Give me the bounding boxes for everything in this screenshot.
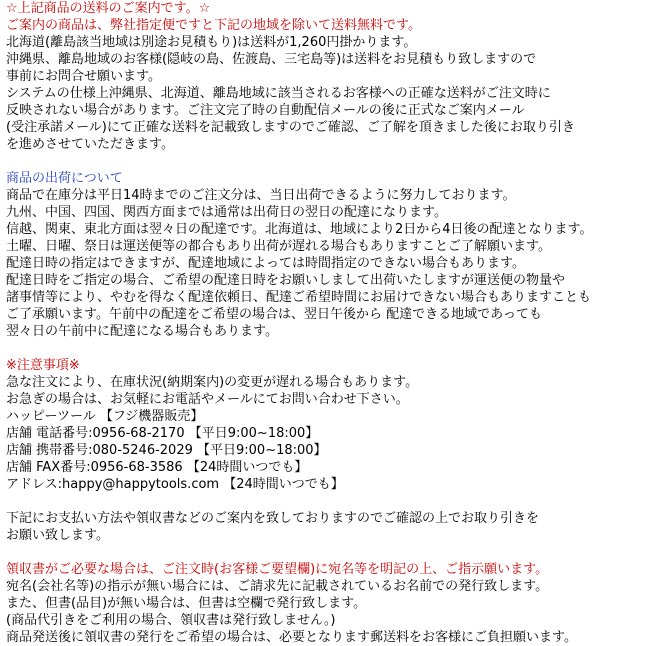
page-title: ☆上記商品の送料のご案内です。☆ bbox=[6, 1, 211, 16]
payment-line: お願い致します。 bbox=[6, 528, 109, 543]
receipt-heading: 領収書がご必要な場合は、ご注文時(お客様ご要望欄)に宛名等を明記の上、ご指示願います。 bbox=[6, 562, 549, 577]
shipping-line: 反映されない場合があります。ご注文完了時の自動配信メールの後に正式なご案内メール bbox=[6, 103, 525, 118]
notes-heading: ※注意事項※ bbox=[6, 358, 80, 373]
delivery-line: 商品で在庫分は平日14時までのご注文分は、当日出荷できるように努力しております。 bbox=[6, 188, 516, 203]
shop-phone: 店舗 電話番号:0956-68-2170 【平日9:00~18:00】 bbox=[6, 426, 319, 441]
delivery-line: 諸事情等により、やむを得なく配達依頼日、配達ご希望時間にお届けできない場合もありますことも bbox=[6, 290, 592, 305]
notes-line: お急ぎの場合は、お気軽にお電話やメールにてお問い合わせ下さい。 bbox=[6, 392, 409, 407]
shop-mobile: 店舗 携帯番号:080-5246-2029 【平日9:00~18:00】 bbox=[6, 443, 327, 458]
spacer bbox=[6, 544, 650, 561]
receipt-line: (商品代引きをご利用の場合、領収書は発行致しません。) bbox=[6, 613, 336, 628]
shipping-line: (受注承諾メール)にて正確な送料を記載致しますのでご確認、ご了解を頂きました後にお取り引き bbox=[6, 120, 575, 135]
shop-name: ハッピーツール 【フジ機器販売】 bbox=[6, 409, 204, 424]
delivery-line: 配達日時の指定はできますが、配達地域によっては時間指定のできない場合もあります。 bbox=[6, 256, 525, 271]
spacer bbox=[6, 493, 650, 510]
shipping-line: 事前にお問合せ願います。 bbox=[6, 69, 161, 84]
delivery-line: 九州、中国、四国、関西方面までは通常は出荷日の翌日の配達になります。 bbox=[6, 205, 447, 220]
delivery-line: 信越、関東、東北方面は翌々日の配達です。北海道は、地域により2日から4日後の配達となります。 bbox=[6, 222, 593, 237]
delivery-line: 配達日時をご指定の場合、ご希望の配達日時をお願いしまして出荷いたしますが運送便の物量や bbox=[6, 273, 566, 288]
delivery-line: 翌々日の午前中に配達になる場合もあります。 bbox=[6, 324, 278, 339]
shop-fax: 店舗 FAX番号:0956-68-3586 【24時間いつでも】 bbox=[6, 460, 308, 475]
receipt-line: 商品発送後に領収書の発行をご希望の場合は、必要となります郵送料をお客様にご負担願います。 bbox=[6, 630, 577, 645]
shipping-line: システムの仕様上沖縄県、北海道、離島地域に該当されるお客様への正確な送料がご注文時に bbox=[6, 86, 551, 101]
receipt-line: 宛名(会社名等)の指示が無い場合には、ご請求先に記載されているお名前での発行致します。 bbox=[6, 579, 549, 594]
shipping-line: 沖縄県、離島地域のお客様(隠岐の島、佐渡島、三宅島等)は送料をお見積もり致しますので bbox=[6, 52, 537, 67]
shop-email: アドレス:happy@happytools.com 【24時間いつでも】 bbox=[6, 477, 344, 492]
payment-line: 下記にお支払い方法や領収書などのご案内を致しておりますのでご確認の上でお取り引きを bbox=[6, 511, 540, 526]
delivery-heading: 商品の出荷について bbox=[6, 171, 123, 186]
spacer bbox=[6, 153, 650, 170]
delivery-line: 土曜、日曜、祭日は運送便等の都合もあり出荷が遅れる場合もありますことご了解願います。 bbox=[6, 239, 551, 254]
receipt-line: また、但書(品目)が無い場合は、但書は空欄で発行致します。 bbox=[6, 596, 367, 611]
notes-line: 急な注文により、在庫状況(納期案内)の変更が遅れる場合もあります。 bbox=[6, 375, 419, 390]
shipping-line: を進めさせていただきます。 bbox=[6, 137, 174, 152]
shipping-heading: ご案内の商品は、弊社指定便ですと下記の地域を除いて送料無料です。 bbox=[6, 18, 421, 33]
delivery-line: ご了承願います。午前中の配達をご希望の場合は、翌日午後から 配達できる地域であっても bbox=[6, 307, 542, 322]
spacer bbox=[6, 340, 650, 357]
shipping-line: 北海道(離島該当地域は別途お見積もり)は送料が1,260円掛かります。 bbox=[6, 35, 417, 50]
